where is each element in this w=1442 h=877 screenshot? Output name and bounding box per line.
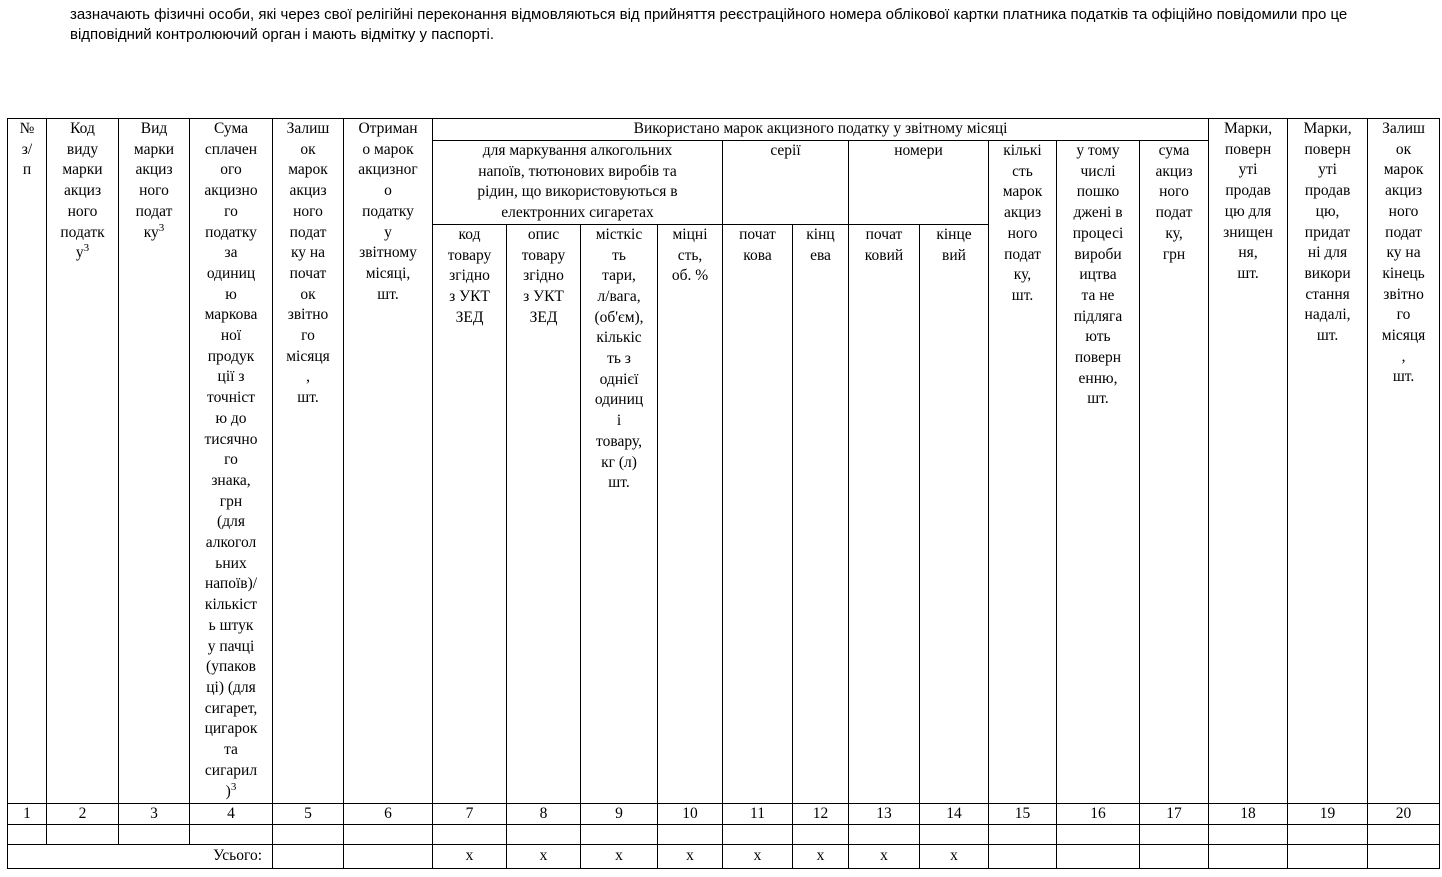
column-number: 6	[344, 803, 433, 824]
table-cell[interactable]	[989, 824, 1057, 844]
column-number: 17	[1140, 803, 1209, 824]
column-number: 19	[1288, 803, 1368, 824]
table-cell[interactable]	[1057, 824, 1140, 844]
header-stamp-kind: Вид марки акциз ного подат $ку^3$	[119, 119, 190, 804]
column-number: 10	[658, 803, 723, 824]
x-mark: x	[920, 844, 989, 868]
column-number: 12	[793, 803, 849, 824]
header-numbers: номери	[849, 141, 989, 225]
x-mark: x	[581, 844, 658, 868]
table-row	[8, 824, 1440, 844]
header-balance-end: Залиш ок марок акциз ного подат ку на кінець звітно го місяця , шт.	[1368, 119, 1440, 804]
header-row-1	[8, 119, 1440, 141]
total-cell[interactable]	[989, 844, 1057, 868]
column-number: 8	[507, 803, 581, 824]
total-cell[interactable]	[1057, 844, 1140, 868]
header-container-capacity: місткіс ть тари, л/вага, (об'єм), кількіс ть з однієї одиниц і товару, кг (л) шт.	[581, 224, 658, 803]
table-cell[interactable]	[1209, 824, 1288, 844]
table-cell[interactable]	[658, 824, 723, 844]
header-strength: міцні сть, об. %	[658, 224, 723, 803]
total-row	[8, 844, 1440, 868]
header-series-start: почат кова	[723, 224, 793, 803]
table-cell[interactable]	[47, 824, 119, 844]
total-cell[interactable]	[1209, 844, 1288, 868]
table-cell[interactable]	[8, 824, 47, 844]
table-cell[interactable]	[119, 824, 190, 844]
total-cell[interactable]	[273, 844, 344, 868]
header-returned-reusable: Марки, поверн уті продав цю, придат ні для викори стання надалі, шт.	[1288, 119, 1368, 804]
table-cell[interactable]	[273, 824, 344, 844]
column-numbers-row	[8, 803, 1440, 824]
column-number: 5	[273, 803, 344, 824]
column-number: 18	[1209, 803, 1288, 824]
header-balance-start: Залиш ок марок акциз ного подат ку на почат ок звітно го місяця , шт.	[273, 119, 344, 804]
total-cell[interactable]	[344, 844, 433, 868]
table-cell[interactable]	[433, 824, 507, 844]
column-number: 20	[1368, 803, 1440, 824]
header-damaged-stamps: у тому числі пошко джені в процесі вироби ицтва та не підляга ють поверн енню, шт.	[1057, 141, 1140, 804]
table-cell[interactable]	[849, 824, 920, 844]
header-number-start: почат ковий	[849, 224, 920, 803]
column-number: 13	[849, 803, 920, 824]
x-mark: x	[433, 844, 507, 868]
column-number: 16	[1057, 803, 1140, 824]
table-cell[interactable]	[723, 824, 793, 844]
table-cell[interactable]	[507, 824, 581, 844]
x-mark: x	[723, 844, 793, 868]
header-goods-description: опис товару згідно з УКТ ЗЕД	[507, 224, 581, 803]
column-number: 3	[119, 803, 190, 824]
header-goods-code: код товару згідно з УКТ ЗЕД	[433, 224, 507, 803]
column-number: 15	[989, 803, 1057, 824]
x-mark: x	[793, 844, 849, 868]
header-used-stamps: Використано марок акцизного податку у звітному місяці	[433, 119, 1209, 141]
header-paid-tax-amount: Сума сплачен ого акцизно го податку за одиниц ю маркова ної продук ції з точніст ю до тисячно го знака, грн (для алкогол ьних напоїв)/ кількіст ь штук у пачці (упаков ці) (для сигарет, цигарок та сигарил )$^3$	[190, 119, 273, 804]
header-returned-destruction: Марки, поверн уті продав цю для знищен ня, шт.	[1209, 119, 1288, 804]
table-cell[interactable]	[1368, 824, 1440, 844]
table-cell[interactable]	[793, 824, 849, 844]
header-series-end: кінц ева	[793, 224, 849, 803]
total-cell[interactable]	[1288, 844, 1368, 868]
table-cell[interactable]	[1140, 824, 1209, 844]
header-number-end: кінце вий	[920, 224, 989, 803]
total-cell[interactable]	[1140, 844, 1209, 868]
table-cell[interactable]	[1288, 824, 1368, 844]
column-number: 1	[8, 803, 47, 824]
total-label: Усього:	[8, 844, 273, 868]
excise-stamps-table	[7, 118, 1440, 869]
header-stamp-type-code: Код виду марки акциз ного податк $у^3$	[47, 119, 119, 804]
header-tax-sum: сума акциз ного подат ку, грн	[1140, 141, 1209, 804]
table-cell[interactable]	[344, 824, 433, 844]
table-cell[interactable]	[920, 824, 989, 844]
intro-paragraph: зазначають фізичні особи, які через свої релігійні переконання відмовляються від прийняття реєстраційного номера облікової картки платника податків та офіційно повідомили про це відповідний контролюючий орган і мають відмітку у паспорті.	[70, 6, 1348, 43]
table-cell[interactable]	[190, 824, 273, 844]
header-row-number: № з/ п	[8, 119, 47, 804]
total-cell[interactable]	[1368, 844, 1440, 868]
column-number: 11	[723, 803, 793, 824]
header-received-stamps: Отриман о марок акцизног о податку у звітному місяці, шт.	[344, 119, 433, 804]
header-stamps-count: кількі сть марок акциз ного подат ку, шт.	[989, 141, 1057, 804]
table-cell[interactable]	[581, 824, 658, 844]
x-mark: x	[849, 844, 920, 868]
column-number: 2	[47, 803, 119, 824]
column-number: 9	[581, 803, 658, 824]
header-series: серії	[723, 141, 849, 225]
column-number: 14	[920, 803, 989, 824]
x-mark: x	[658, 844, 723, 868]
column-number: 7	[433, 803, 507, 824]
x-mark: x	[507, 844, 581, 868]
column-number: 4	[190, 803, 273, 824]
header-marking-purpose: для маркування алкогольних напоїв, тютюнових виробів та рідин, що використовуються в електронних сигаретах	[433, 141, 723, 225]
